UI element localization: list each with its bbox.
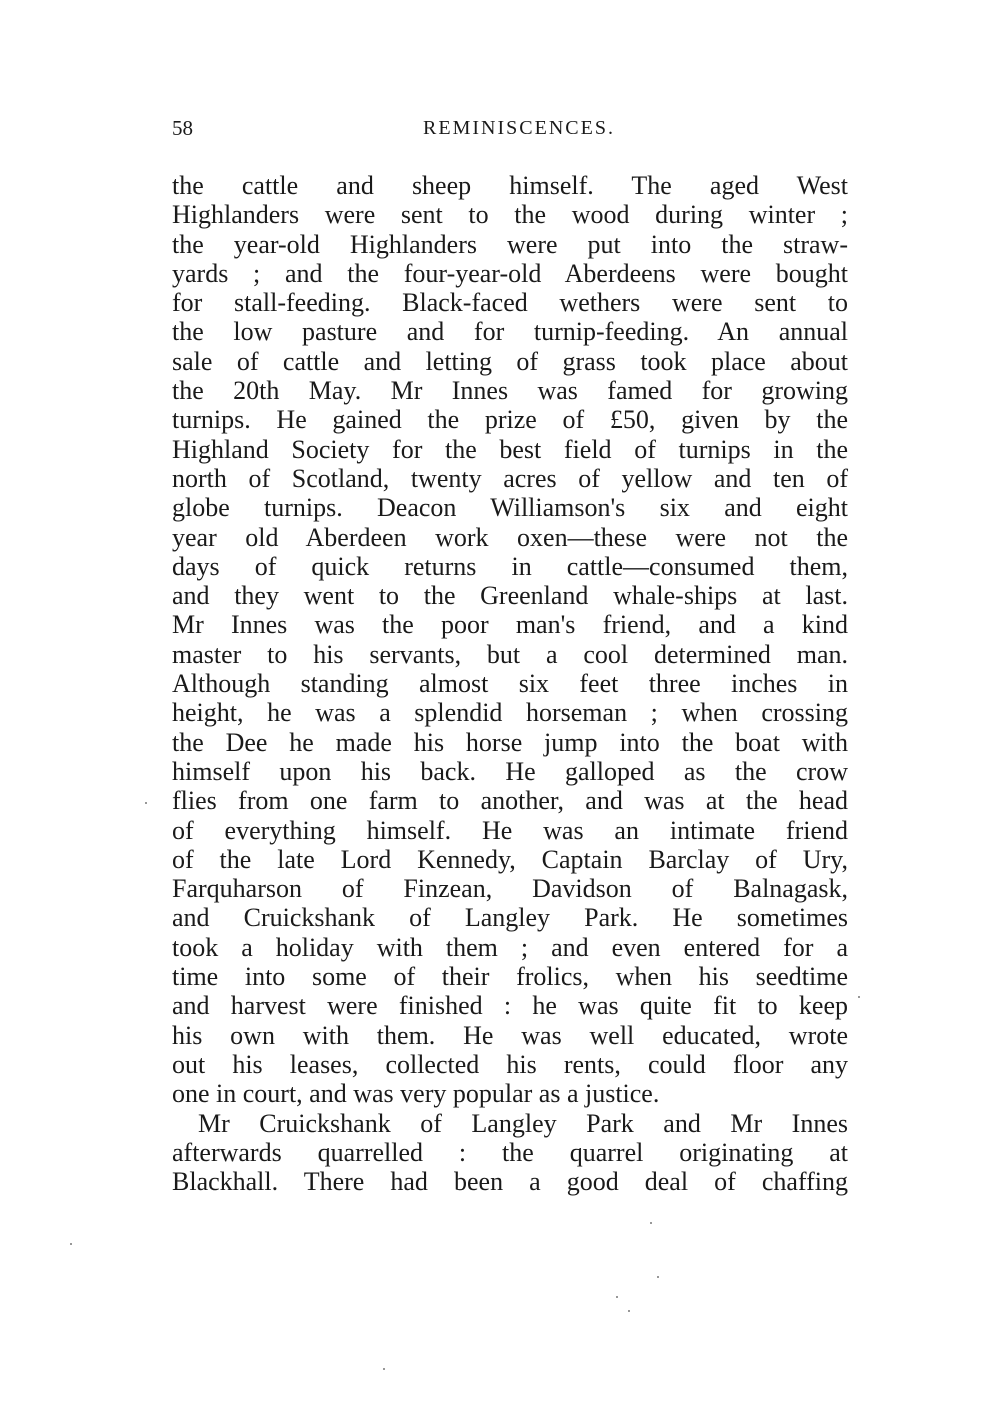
scan-speck	[70, 1243, 72, 1245]
text-line: the 20th May. Mr Innes was famed for growing	[172, 376, 848, 406]
running-head	[172, 113, 848, 143]
text-line: year old Aberdeen work oxen—these were not the	[172, 522, 848, 552]
text-line: and they went to the Greenland whale-ships at last.	[172, 581, 848, 611]
paragraph-end-line: one in court, and was very popular as a justice.	[172, 1079, 660, 1109]
scan-speck	[650, 1222, 652, 1224]
text-line: afterwards quarrelled : the quarrel originating at	[172, 1137, 848, 1167]
text-line: north of Scotland, twenty acres of yellow and ten of	[172, 463, 848, 493]
text-line: Blackhall. There had been a good deal of chaffing	[172, 1167, 848, 1197]
text-line: flies from one farm to another, and was at the head	[172, 786, 848, 816]
text-line: the year-old Highlanders were put into the straw-	[172, 229, 848, 259]
text-line: the cattle and sheep himself. The aged West	[172, 171, 848, 200]
text-line: and Cruickshank of Langley Park. He sometimes	[172, 903, 848, 933]
paragraph-start-line: Mr Cruickshank of Langley Park and Mr Innes	[198, 1108, 848, 1138]
text-line: Mr Innes was the poor man's friend, and a kind	[172, 610, 848, 640]
text-line: Farquharson of Finzean, Davidson of Balnagask,	[172, 874, 848, 904]
scan-speck	[657, 1276, 659, 1278]
text-line: Although standing almost six feet three inches in	[172, 669, 848, 699]
text-line: himself upon his back. He galloped as the crow	[172, 756, 848, 786]
scan-speck	[628, 1310, 630, 1312]
text-line: of everything himself. He was an intimate friend	[172, 815, 848, 845]
scan-speck	[858, 996, 860, 998]
scan-speck	[616, 1296, 618, 1298]
text-line: yards ; and the four-year-old Aberdeens were bought	[172, 258, 848, 288]
text-line: turnips. He gained the prize of £50, given by the	[172, 405, 848, 435]
text-line: out his leases, collected his rents, could floor any	[172, 1049, 848, 1079]
text-line: for stall-feeding. Black-faced wethers were sent to	[172, 288, 848, 318]
body-text	[172, 171, 848, 1196]
text-line: took a holiday with them ; and even entered for a	[172, 932, 848, 962]
text-line: and harvest were finished : he was quite fit to keep	[172, 991, 848, 1021]
running-title: REMINISCENCES.	[423, 117, 615, 139]
text-line: globe turnips. Deacon Williamson's six and eight	[172, 493, 848, 523]
text-line: sale of cattle and letting of grass took place about	[172, 346, 848, 376]
text-line: of the late Lord Kennedy, Captain Barclay of Ury,	[172, 844, 848, 874]
text-line: master to his servants, but a cool determined man.	[172, 639, 848, 669]
text-line: days of quick returns in cattle—consumed them,	[172, 551, 848, 581]
text-line: his own with them. He was well educated, wrote	[172, 1020, 848, 1050]
scan-speck	[383, 1368, 385, 1370]
text-line: Highland Society for the best field of turnips in the	[172, 434, 848, 464]
scan-speck	[145, 802, 147, 804]
text-line: Highlanders were sent to the wood during winter ;	[172, 200, 848, 230]
text-line: the Dee he made his horse jump into the boat with	[172, 727, 848, 757]
text-line: time into some of their frolics, when his seedtime	[172, 962, 848, 992]
page-number: 58	[172, 116, 193, 140]
text-line: the low pasture and for turnip-feeding. An annual	[172, 317, 848, 347]
text-line: height, he was a splendid horseman ; when crossing	[172, 698, 848, 728]
